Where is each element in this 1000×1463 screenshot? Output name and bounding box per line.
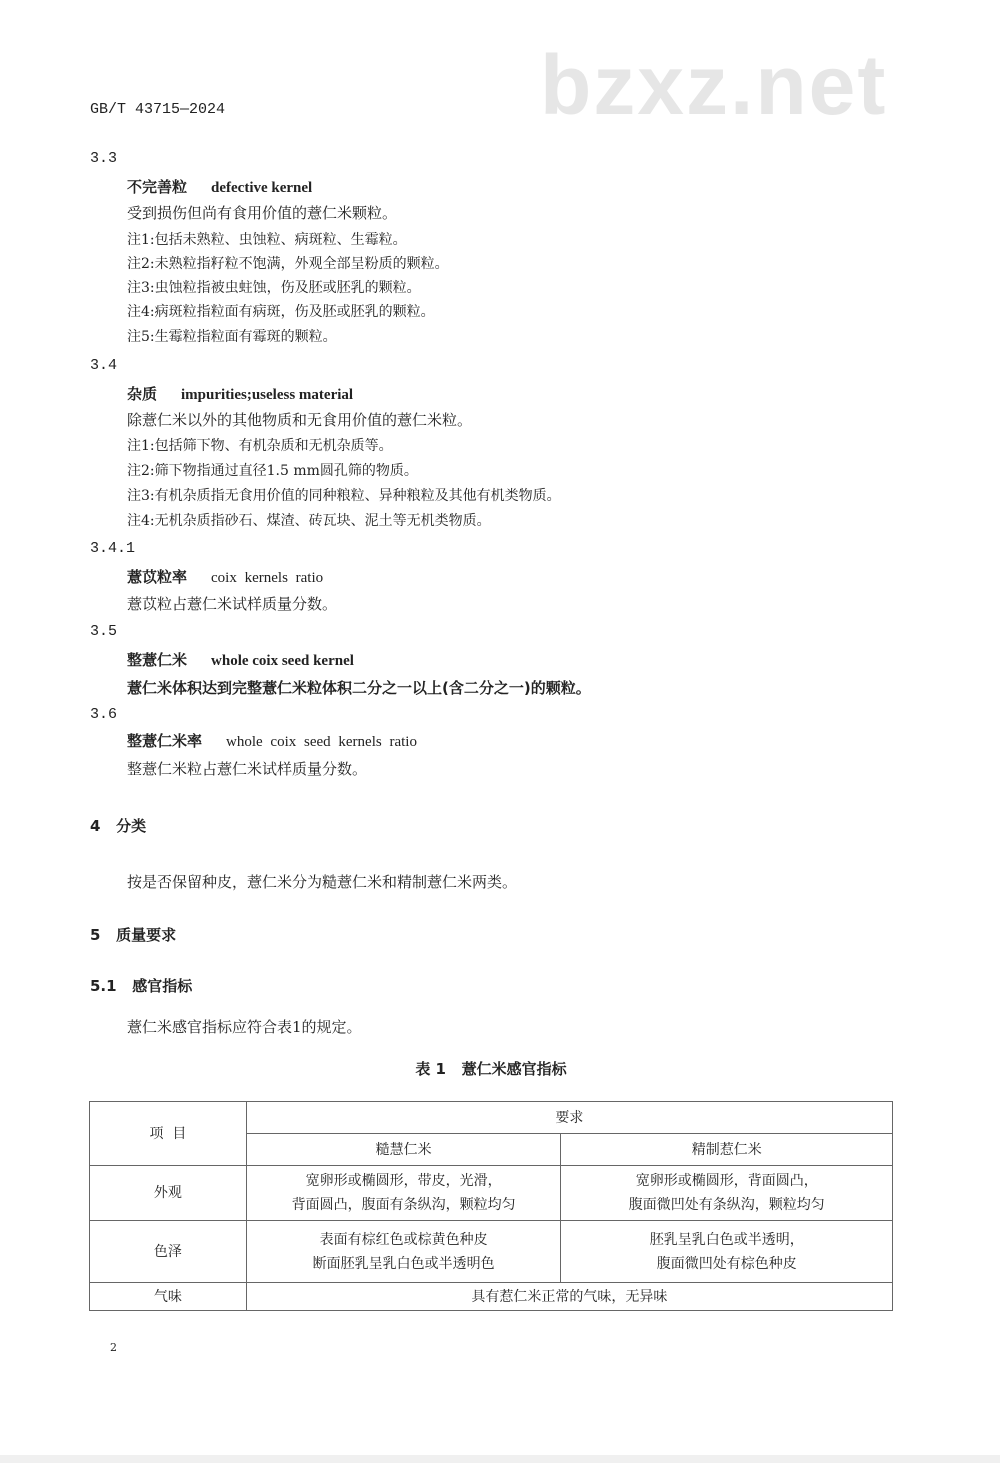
section-heading: 5 质量要求 — [90, 926, 177, 944]
row-item: 色泽 — [90, 1221, 247, 1283]
definition: 薏仁米体积达到完整薏仁米粒体积二分之一以上(含二分之一)的颗粒。 — [127, 679, 591, 697]
header-refined: 精制惹仁米 — [561, 1134, 893, 1166]
definition: 整薏仁米粒占薏仁米试样质量分数。 — [127, 760, 368, 778]
term-heading — [127, 650, 354, 671]
row-item: 外观 — [90, 1166, 247, 1221]
term-heading — [127, 177, 312, 198]
page-number: 2 — [110, 1341, 117, 1354]
header-item: 项 目 — [90, 1102, 247, 1166]
clause-number: 3.4 — [90, 357, 118, 374]
cell — [561, 1166, 893, 1221]
note: 注1:包括筛下物、有机杂质和无机杂质等。 — [127, 438, 393, 454]
term-heading — [127, 731, 417, 752]
section-heading: 4 分类 — [90, 817, 147, 835]
term-en: impurities;useless material — [181, 387, 354, 403]
cell-merged: 具有惹仁米正常的气味，无异味 — [246, 1283, 892, 1311]
clause-number: 3.5 — [90, 623, 118, 640]
clause-number: 3.3 — [90, 150, 118, 167]
row-item: 气味 — [90, 1283, 247, 1311]
table-row — [90, 1221, 893, 1283]
definition: 受到损伤但尚有食用价值的薏仁米颗粒。 — [127, 204, 398, 222]
paragraph: 薏仁米感官指标应符合表1的规定。 — [127, 1018, 362, 1036]
note: 注2:未熟粒指籽粒不饱满，外观全部呈粉质的颗粒。 — [127, 256, 449, 272]
cell-line: 断面胚乳呈乳白色或半透明色 — [312, 1255, 495, 1272]
cell — [246, 1166, 561, 1221]
table-row — [90, 1283, 893, 1311]
sensory-table — [89, 1101, 893, 1311]
cell-line: 背面圆凸，腹面有条纵沟，颗粒均匀 — [291, 1197, 516, 1213]
term-zh: 薏苡粒率 — [127, 568, 188, 586]
page-bottom-edge — [0, 1455, 1000, 1463]
standard-code-header: GB/T 43715—2024 — [90, 101, 226, 118]
definition: 薏苡粒占薏仁米试样质量分数。 — [127, 595, 338, 613]
table-row — [90, 1166, 893, 1221]
header-coarse: 糙慧仁米 — [246, 1134, 561, 1166]
table-title: 表 1 薏仁米感官指标 — [415, 1060, 567, 1078]
term-en: whole coix seed kernels ratio — [226, 734, 417, 750]
note: 注4:无机杂质指砂石、煤渣、砖瓦块、泥土等无机类物质。 — [127, 513, 491, 529]
definition: 除薏仁米以外的其他物质和无食用价值的薏仁米粒。 — [127, 411, 473, 429]
subsection-heading: 5.1 感官指标 — [90, 977, 193, 995]
term-en: coix kernels ratio — [211, 570, 324, 586]
cell — [246, 1221, 561, 1283]
clause-number: 3.6 — [90, 706, 118, 723]
term-zh: 不完善粒 — [127, 178, 188, 196]
term-en: defective kernel — [211, 180, 313, 196]
paragraph: 按是否保留种皮，薏仁米分为糙薏仁米和精制薏仁米两类。 — [127, 873, 518, 891]
note: 注3:虫蚀粒指被虫蛀蚀，伤及胚或胚乳的颗粒。 — [127, 280, 421, 296]
term-heading — [127, 384, 353, 405]
cell-line: 宽卵形或椭圆形，背面圆凸， — [635, 1173, 818, 1189]
term-en: whole coix seed kernel — [211, 653, 354, 669]
note: 注4:病斑粒指粒面有病斑，伤及胚或胚乳的颗粒。 — [127, 304, 435, 320]
term-zh: 整薏仁米率 — [127, 732, 203, 750]
term-heading — [127, 567, 323, 588]
term-zh: 整薏仁米 — [127, 651, 188, 669]
cell — [561, 1221, 893, 1283]
header-requirement: 要求 — [246, 1102, 892, 1134]
cell-line: 表面有棕红色或棕黄色种皮 — [319, 1231, 488, 1248]
note: 注2:筛下物指通过直径1.5 mm圆孔筛的物质。 — [127, 463, 418, 479]
clause-number: 3.4.1 — [90, 540, 136, 557]
term-zh: 杂质 — [127, 385, 158, 403]
note: 注1:包括未熟粒、虫蚀粒、病斑粒、生霉粒。 — [127, 232, 407, 248]
note: 注5:生霉粒指粒面有霉斑的颗粒。 — [127, 329, 337, 345]
cell-line: 宽卵形或椭圆形，带皮，光滑， — [305, 1173, 502, 1189]
watermark: bzxz.net — [540, 38, 888, 132]
cell-line: 胚乳呈乳白色或半透明， — [649, 1231, 804, 1248]
cell-line: 腹面微凹处有棕色种皮 — [656, 1255, 797, 1272]
cell-line: 腹面微凹处有条纵沟，颗粒均匀 — [628, 1197, 825, 1213]
note: 注3:有机杂质指无食用价值的同种粮粒、异种粮粒及其他有机类物质。 — [127, 488, 561, 504]
